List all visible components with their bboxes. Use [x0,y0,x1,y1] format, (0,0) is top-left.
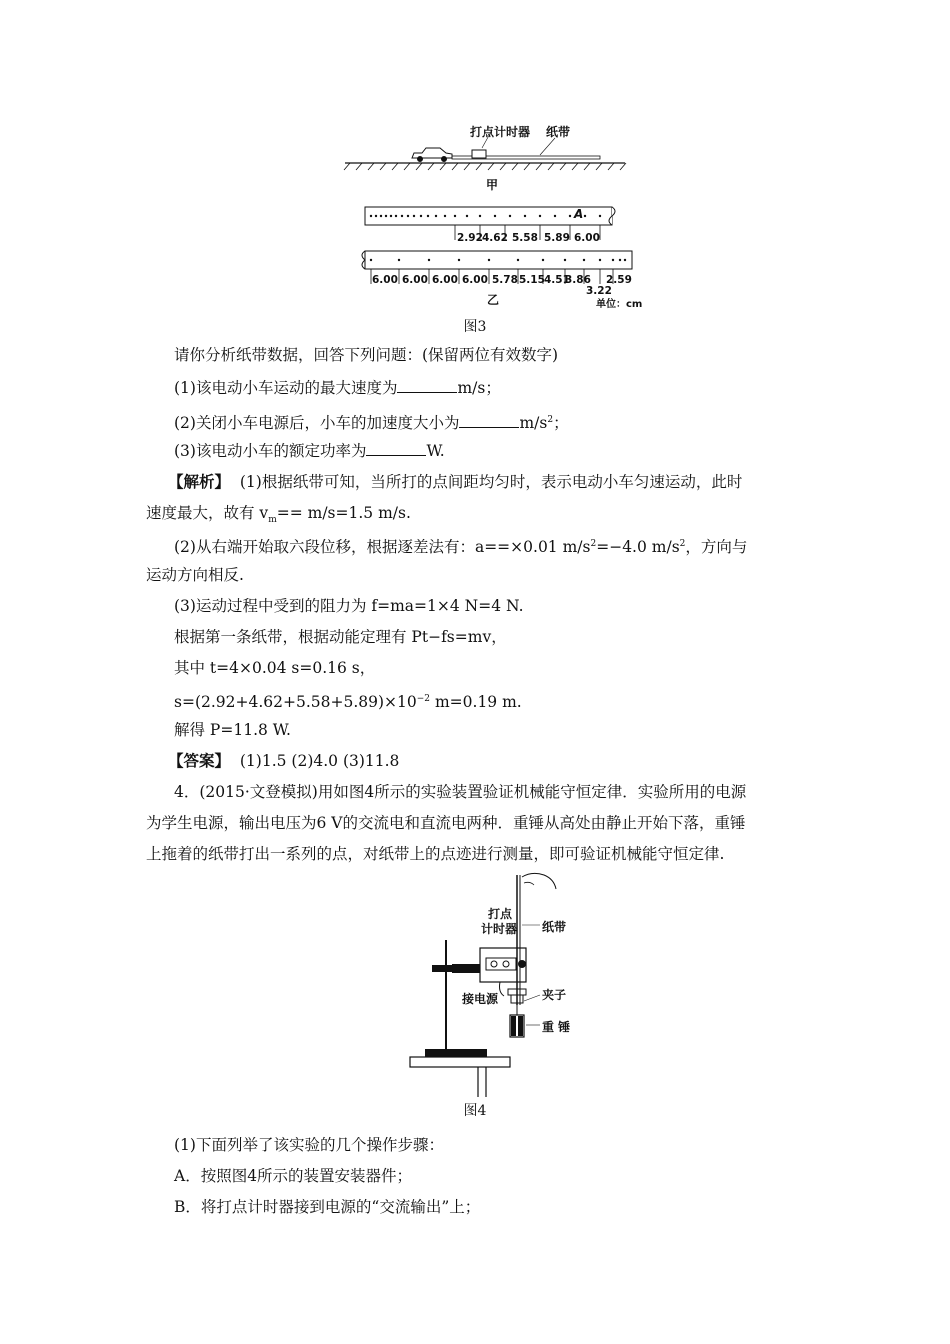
q4-line-3: 上拖着的纸带打出一系列的点，对纸带上的点迹进行测量，即可验证机械能守恒定律. [146,845,725,863]
analysis-line-4: 根据第一条纸带，根据动能定理有 Pt−fs=mv， [174,628,507,646]
fig4-label-power: 接电源 [462,992,499,1006]
analysis-line-1b: 速度最大，故有 $v_m== m/s=1.5$ m/s. [146,504,411,526]
fig4-label-tape: 纸带 [542,920,567,934]
analysis-line-7: 解得 P=11.8 W. [174,721,291,739]
timer-box [472,150,486,158]
step-b: B．将打点计时器接到电源的“交流输出”上； [174,1198,481,1216]
tape1-value: 6.00 [574,232,600,244]
analysis-line-1: 【解析】 (1)根据纸带可知，当所打的点间距均匀时，表示电动小车匀速运动，此时 [168,472,743,491]
fig3-label-tape: 纸带 [546,125,571,139]
tape1-value: 5.58 [512,232,538,244]
question-intro: 请你分析纸带数据，回答下列问题：(保留两位有效数字) [174,346,559,364]
tape2-value: 6.00 [372,274,398,286]
tape2-value: 6.00 [462,274,488,286]
question-3: (3)该电动小车的额定功率为 W. [174,442,445,460]
analysis-line-5: 其中 t=4×0.04 s=0.16 s， [174,659,376,677]
fig3-point-a: A [574,207,584,221]
figure-4 [0,865,950,1105]
fig4-label-weight: 重 锤 [542,1020,571,1034]
fig3-label-timer: 打点计时器 [470,125,531,139]
tape2-value: 3.22 [586,285,612,297]
tape2-value: 3.86 [565,274,591,286]
analysis-line-2: (2)从右端开始取六段位移，根据逐差法有：a==×0.01 $m/s^2=-4.0$ $m/s^2$，方向与 [174,538,748,557]
figure-3 [0,0,950,320]
question-1: (1)该电动小车运动的最大速度为 m/s； [174,379,501,397]
tape2-value: 5.78 [492,274,518,286]
fig3-caption: 图3 [463,319,487,335]
fig4-label-clip: 夹子 [542,988,567,1002]
car-icon [412,148,452,162]
q4-line-2: 为学生电源，输出电压为6 V的交流电和直流电两种．重锤从高处由静止开始下落，重锤 [146,814,746,832]
fig3-label-yi: 乙 [487,293,500,307]
analysis-line-3: (3)运动过程中受到的阻力为 f=ma=1×4 N=4 N. [174,597,524,615]
tape1-value: 5.89 [544,232,570,244]
fig4-caption: 图4 [463,1103,487,1119]
fig3-label-jia: 甲 [486,178,499,192]
tape2-value: 2.59 [606,274,632,286]
tape2-value: 6.00 [432,274,458,286]
fig4-label-timer2: 计时器 [481,922,518,936]
tape2-value: 5.15 [519,274,545,286]
tape2-value: 4.51 [544,274,570,286]
analysis-line-6: $s=(2.92+4.62+5.58+5.89)\times 10^{-2}$ m=0.19 m. [174,693,522,712]
steps-intro: (1)下面列举了该实验的几个操作步骤： [174,1136,444,1154]
tape1-value: 4.62 [482,232,508,244]
q4-line-1: 4．(2015·文登模拟)用如图4所示的实验装置验证机械能守恒定律．实验所用的电源 [174,783,747,801]
hand-icon [522,873,556,889]
tape1-value: 2.92 [457,232,483,244]
fig4-label-timer1: 打点 [488,907,513,921]
analysis-line-2b: 运动方向相反. [146,566,244,584]
step-a: A．按照图4所示的装置安装器件； [174,1167,413,1185]
question-2: (2)关闭小车电源后，小车的加速度大小为 $m/s^2$； [174,414,569,433]
answer-line: 【答案】 (1)1.5 (2)4.0 (3)11.8 [168,751,400,770]
fig3-label-unit: 单位：cm [596,299,643,310]
tape2-value: 6.00 [402,274,428,286]
